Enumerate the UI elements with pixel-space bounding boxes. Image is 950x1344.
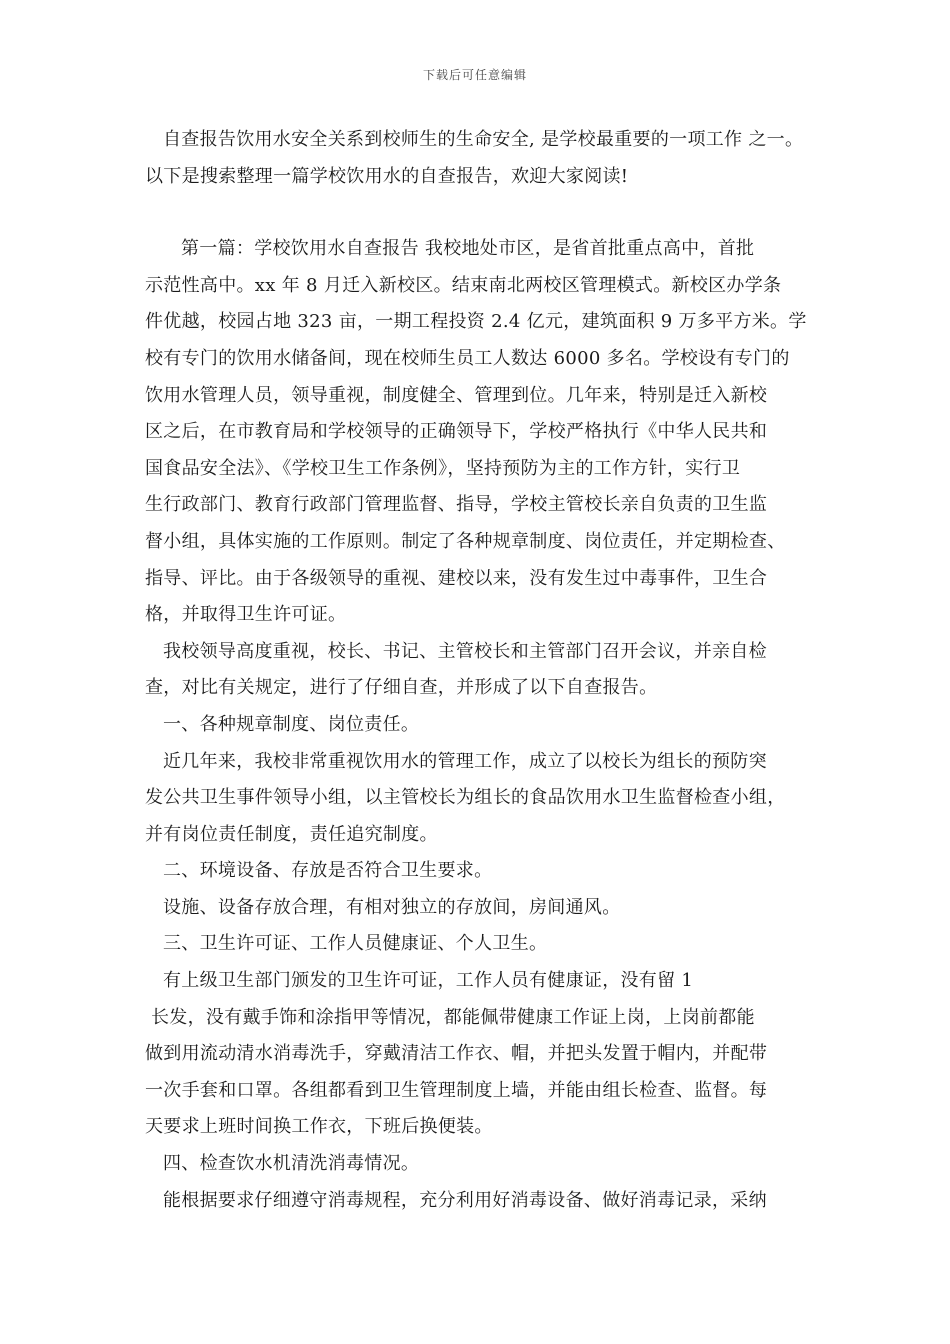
section-heading: 一、各种规章制度、岗位责任。 [163,713,420,735]
paragraph-line: 指导、评比。由于各级领导的重视、建校以来，没有发生过中毒事件，卫生合 [145,567,768,589]
section-heading: 三、卫生许可证、工作人员健康证、个人卫生。 [163,933,548,955]
paragraph-line: 并有岗位责任制度，责任追究制度。 [145,823,438,845]
paragraph-line: 饮用水管理人员，领导重视，制度健全、管理到位。几年来，特别是迁入新校 [145,384,768,406]
header-note: 下载后可任意编辑 [422,68,527,82]
intro-line: 自查报告饮用水安全关系到校师生的生命安全, 是学校最重要的一项工作 之一。 [163,129,804,150]
section-heading: 二、环境设备、存放是否符合卫生要求。 [163,860,493,882]
paragraph-line: 有上级卫生部门颁发的卫生许可证，工作人员有健康证，没有留 1 [163,970,694,992]
paragraph-line: 查，对比有关规定，进行了仔细自查，并形成了以下自查报告。 [145,677,658,699]
paragraph-line: 校有专门的饮用水储备间，现在校师生员工人数达 6000 多名。学校设有专门的 [145,347,790,369]
paragraph-line: 第一篇：学校饮用水自查报告 我校地处市区，是省首批重点高中，首批 [181,238,755,260]
paragraph-gap [145,195,825,231]
section-heading: 四、检查饮水机清洗消毒情况。 [163,1153,420,1175]
paragraph-line: 设施、设备存放合理，有相对独立的存放间，房间通风。 [163,896,621,918]
paragraph-line: 区之后，在市教育局和学校领导的正确领导下，学校严格执行《中华人民共和 [145,421,768,443]
document-body [145,122,825,1219]
paragraph-line: 长发，没有戴手饰和涂指甲等情况，都能佩带健康工作证上岗，上岗前都能 [151,1006,755,1028]
paragraph-line: 督小组，具体实施的工作原则。制定了各种规章制度、岗位责任，并定期检查、 [145,530,786,552]
paragraph-line: 示范性高中。xx 年 8 月迁入新校区。结束南北两校区管理模式。新校区办学条 [145,274,782,296]
paragraph-line: 做到用流动清水消毒洗手，穿戴清洁工作衣、帽，并把头发置于帽内，并配带 [145,1043,768,1065]
paragraph-line: 发公共卫生事件领导小组，以主管校长为组长的食品饮用水卫生监督检查小组， [145,787,786,809]
paragraph-line: 近几年来，我校非常重视饮用水的管理工作，成立了以校长为组长的预防突 [163,750,767,772]
paragraph-line: 天要求上班时间换工作衣，下班后换便装。 [145,1116,493,1138]
paragraph-line: 格，并取得卫生许可证。 [145,604,347,626]
paragraph-line: 件优越，校园占地 323 亩，一期工程投资 2.4 亿元，建筑面积 9 万多平方米。学 [145,311,807,333]
paragraph-line: 能根据要求仔细遵守消毒规程，充分利用好消毒设备、做好消毒记录，采纳 [163,1189,767,1211]
paragraph-line: 生行政部门、教育行政部门管理监督、指导，学校主管校长亲自负责的卫生监 [145,494,768,516]
paragraph-line: 国食品安全法》、《学校卫生工作条例》，坚持预防为主的工作方针，实行卫 [145,457,741,479]
intro-line: 以下是搜索整理一篇学校饮用水的自查报告，欢迎大家阅读! [145,165,629,187]
paragraph-line: 一次手套和口罩。各组都看到卫生管理制度上墙，并能由组长检查、监督。每 [145,1079,768,1101]
paragraph-line: 我校领导高度重视，校长、书记、主管校长和主管部门召开会议，并亲自检 [163,640,767,662]
